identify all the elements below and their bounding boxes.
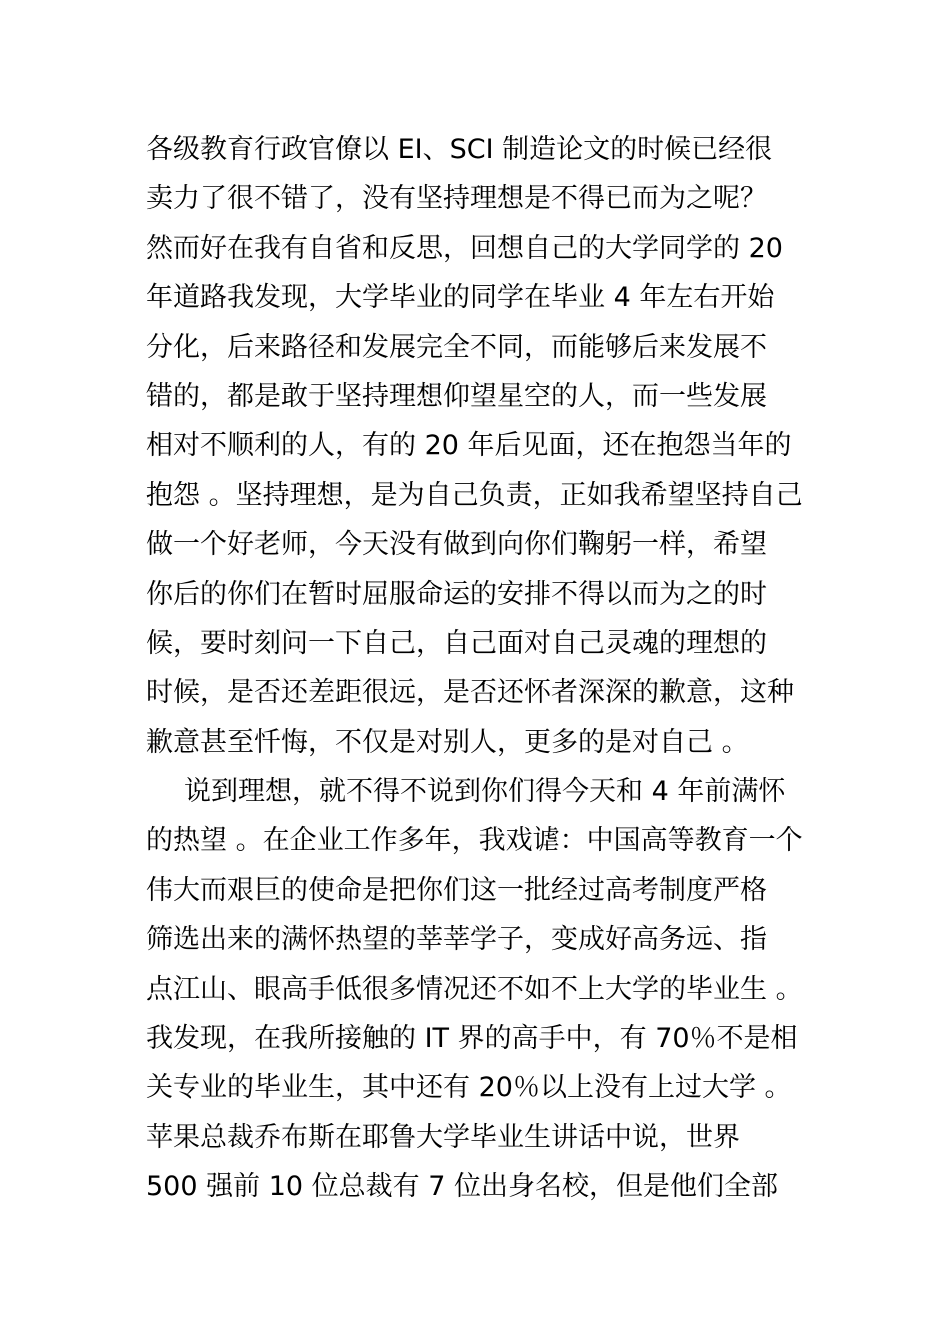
text-line: 卖力了很不错了，没有坚持理想是不得已而为之呢？	[146, 183, 767, 215]
text-line: 苹果总裁乔布斯在耶鲁大学毕业生讲话中说，世界	[146, 1121, 740, 1153]
text-line: 候，要时刻问一下自己，自己面对自己灵魂的理想的	[146, 627, 767, 659]
text-line: 各级教育行政官僚以 EI、SCI 制造论文的时候已经很	[146, 134, 773, 165]
text-line: 歉意甚至忏悔，不仅是对别人，更多的是对自己 。	[146, 726, 749, 758]
text-line: 我发现，在我所接触的 IT 界的高手中，有 70％不是相	[146, 1023, 798, 1055]
text-line: 关专业的毕业生，其中还有 20％以上没有上过大学 。	[146, 1072, 792, 1104]
text-line: 抱怨 。坚持理想，是为自己负责，正如我希望坚持自己	[146, 479, 803, 511]
text-line: 做一个好老师，今天没有做到向你们鞠躬一样，希望	[146, 529, 767, 561]
text-line: 错的，都是敢于坚持理想仰望星空的人，而一些发展	[146, 380, 767, 412]
text-line: 的热望 。在企业工作多年，我戏谑：中国高等教育一个	[146, 825, 803, 857]
text-line: 时候，是否还差距很远，是否还怀者深深的歉意，这种	[146, 677, 794, 709]
text-line: 你后的你们在暂时屈服命运的安排不得以而为之的时	[146, 578, 767, 610]
body-text	[146, 125, 846, 1212]
text-line: 筛选出来的满怀热望的莘莘学子，变成好高务远、指	[146, 924, 767, 956]
text-line: 伟大而艰巨的使命是把你们这一批经过高考制度严格	[146, 874, 767, 906]
text-line: 分化，后来路径和发展完全不同，而能够后来发展不	[146, 331, 767, 363]
text-line: 年道路我发现，大学毕业的同学在毕业 4 年左右开始	[146, 282, 775, 314]
text-line: 500 强前 10 位总裁有 7 位出身名校，但是他们全部	[146, 1171, 778, 1203]
text-line: 相对不顺利的人，有的 20 年后见面，还在抱怨当年的	[146, 430, 792, 462]
text-line: 点江山、眼高手低很多情况还不如不上大学的毕业生 。	[146, 973, 803, 1005]
text-line: 然而好在我有自省和反思，回想自己的大学同学的 20	[146, 232, 783, 264]
paragraph-start-line: 说到理想，就不得不说到你们得今天和 4 年前满怀	[184, 776, 786, 808]
